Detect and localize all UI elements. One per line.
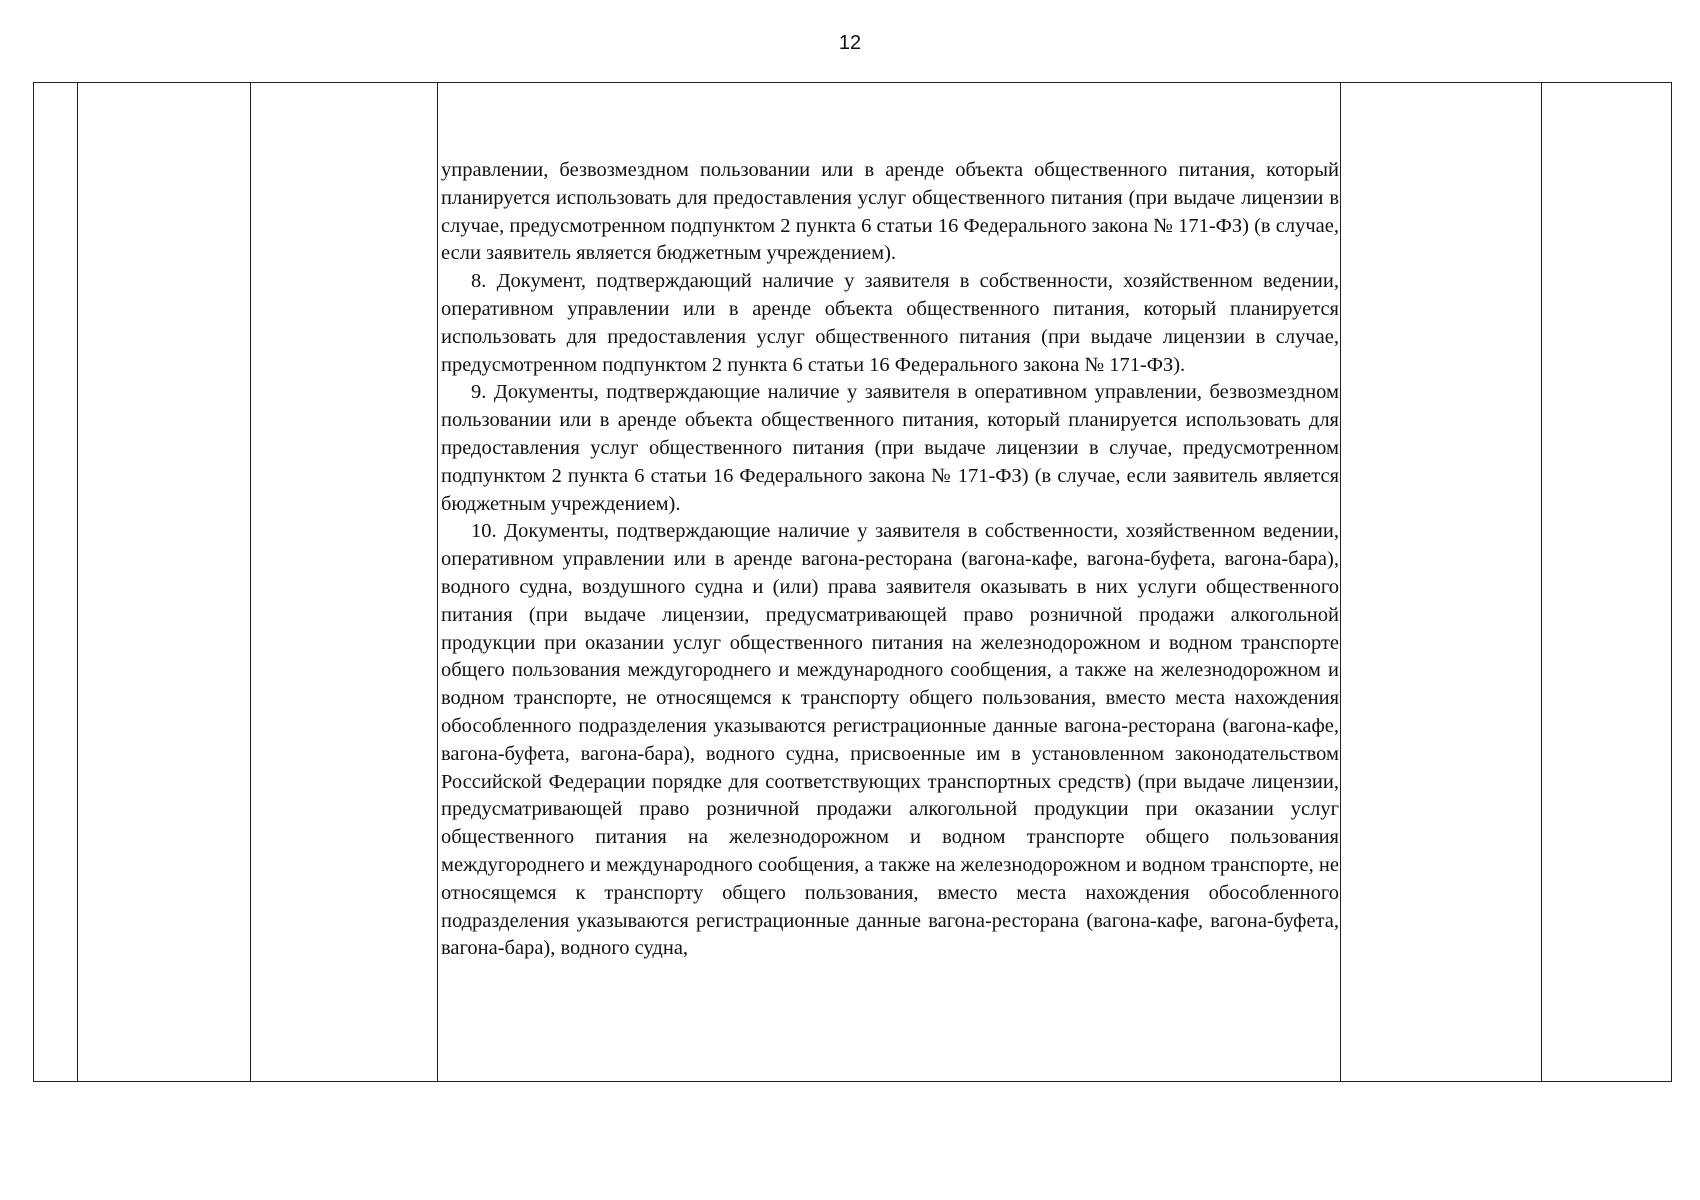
document-table xyxy=(33,82,1672,1082)
paragraph-item-8: 8. Документ, подтверждающий наличие у заявителя в собственности, хозяйственном ведении, оперативном управлении или в аренде объекта общественного питания, который планируется использовать для предоставления услуг общественного питания (при выдаче лицензии в случае, предусмотренном подпунктом 2 пункта 6 статьи 16 Федерального закона № 171-ФЗ). xyxy=(441,270,1339,376)
page-number: 12 xyxy=(838,32,862,54)
table-cell-number xyxy=(34,83,78,1082)
table-cell-documents xyxy=(438,83,1341,1082)
paragraph-continuation: управлении, безвозмездном пользовании или в аренде объекта общественного питания, который планируется использовать для предоставления услуг общественного питания (при выдаче лицензии в случае, предусмотренном подпунктом 2 пункта 6 статьи 16 Федерального закона № 171-ФЗ) (в случае, если заявитель является бюджетным учреждением). xyxy=(441,159,1339,265)
paragraph-item-10: 10. Документы, подтверждающие наличие у заявителя в собственности, хозяйственном ведении, оперативном управлении или в аренде вагона-ресторана (вагона-кафе, вагона-буфета, вагона-бара), водного судна, воздушного судна и (или) права заявителя оказывать в них услуги общественного питания (при выдаче лицензии, предусматривающей право розничной продажи алкогольной продукции при оказании услуг общественного питания на железнодорожном и водном транспорте общего пользования междугороднего и международного сообщения, а также на железнодорожном и водном транспорте, не относящемся к транспорту общего пользования, вместо места нахождения обособленного подразделения указываются регистрационные данные вагона-ресторана (вагона-кафе, вагона-буфета, вагона-бара), водного судна, присвоенные им в установленном законодательством Российской Федерации порядке для соответствующих транспортных средств) (при выдаче лицензии, предусматривающей право розничной продажи алкогольной продукции при оказании услуг общественного питания на железнодорожном и водном транспорте общего пользования междугороднего и международного сообщения, а также на железнодорожном и водном транспорте, не относящемся к транспорту общего пользования, вместо места нахождения обособленного подразделения указываются регистрационные данные вагона-ресторана (вагона-кафе, вагона-буфета, вагона-бара), водного судна, xyxy=(441,520,1339,960)
paragraph-item-9: 9. Документы, подтверждающие наличие у заявителя в оперативном управлении, безвозмездном пользовании или в аренде объекта общественного питания, который планируется использовать для предоставления услуг общественного питания (при выдаче лицензии в случае, предусмотренном подпунктом 2 пункта 6 статьи 16 Федерального закона № 171-ФЗ) (в случае, если заявитель является бюджетным учреждением). xyxy=(441,381,1339,515)
table-cell-notes xyxy=(1341,83,1542,1082)
table-cell-service xyxy=(78,83,251,1082)
documents-text xyxy=(438,157,1340,963)
table-row xyxy=(34,83,1672,1082)
table-cell-extra xyxy=(1542,83,1672,1082)
table-cell-category xyxy=(251,83,438,1082)
